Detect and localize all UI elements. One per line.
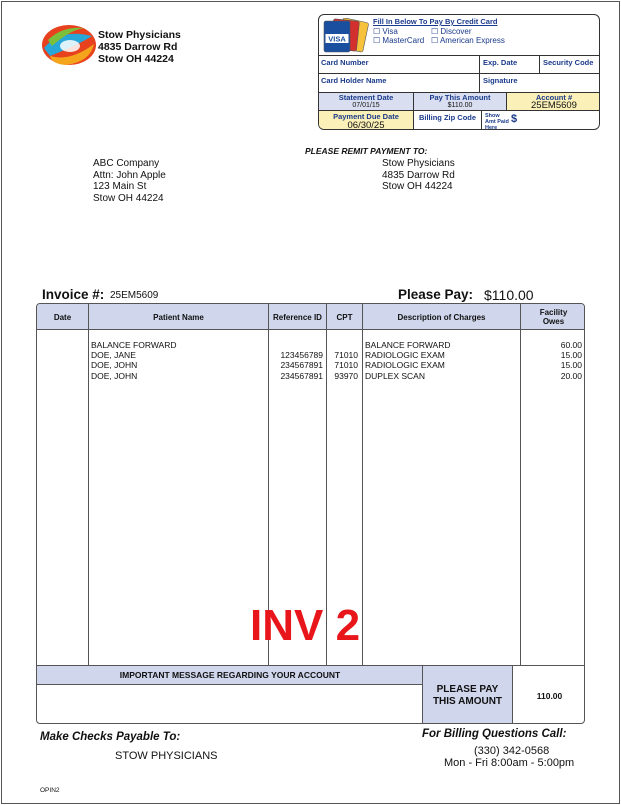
table-row-reference: 234567891 (280, 370, 323, 381)
table-row-description: BALANCE FORWARD (365, 340, 451, 350)
exp-date-field[interactable]: Exp. Date (479, 56, 539, 73)
company-address-line2: Stow OH 44224 (98, 53, 174, 65)
billing-zip-field[interactable]: Billing Zip Code (413, 111, 481, 130)
statement-date-label: Statement Date (338, 93, 394, 102)
option-discover[interactable]: ☐ Discover (431, 27, 472, 36)
table-row-description: RADIOLOGIC EXAM (365, 360, 445, 371)
account-number-cell (506, 93, 600, 110)
invoice-label: Invoice #: (42, 287, 105, 302)
credit-card-header (373, 17, 497, 26)
payment-due-date-label: Payment Due Date (333, 112, 399, 121)
table-row-description: DUPLEX SCAN (365, 370, 425, 381)
column-divider (520, 304, 521, 665)
account-number-value: 25EM5609 (531, 100, 577, 111)
please-pay-label: Please Pay: (398, 287, 474, 302)
company-name: Stow Physicians (98, 29, 181, 41)
please-pay-this-amount-label: PLEASE PAY THIS AMOUNT (432, 683, 503, 707)
signature-field[interactable]: Signature (479, 74, 600, 92)
visa-card-brand: VISA (328, 34, 346, 44)
remit-address (382, 158, 455, 193)
credit-cards-icon (322, 18, 370, 54)
card-number-row (319, 55, 599, 73)
option-visa[interactable]: ☐ Visa (373, 27, 398, 36)
account-number-label: Account # (535, 93, 573, 102)
remit-line: Stow Physicians (382, 158, 455, 169)
bill-to-line: ABC Company (93, 158, 160, 169)
card-holder-row (319, 73, 599, 92)
bill-to-line: Attn: John Apple (93, 169, 166, 181)
table-row-description: RADIOLOGIC EXAM (365, 350, 445, 361)
invoice-watermark: INV 2 (250, 601, 361, 650)
card-number-field[interactable]: Card Number (321, 58, 369, 67)
table-row-amount: 60.00 (560, 340, 582, 350)
charges-table (36, 303, 585, 724)
dollar-sign: $ (511, 113, 518, 125)
table-row-cpt (327, 340, 358, 350)
bill-to-line: Stow OH 44224 (93, 192, 164, 204)
reference-column (269, 340, 323, 381)
billing-phone: (330) 342-0568 (474, 745, 550, 757)
security-code-field[interactable]: Security Code (539, 56, 600, 73)
remit-title: PLEASE REMIT PAYMENT TO: (305, 146, 428, 156)
payment-due-date-value: 06/30/25 (347, 120, 385, 130)
bill-to-line: 123 Main St (93, 181, 147, 192)
header-patient-name: Patient Name (153, 312, 204, 322)
remit-line: 4835 Darrow Rd (382, 169, 455, 181)
company-address (98, 29, 181, 65)
table-row-reference (269, 340, 323, 350)
card-holder-field[interactable]: Card Holder Name (321, 76, 387, 85)
table-row-reference: 123456789 (280, 350, 323, 361)
cpt-column (327, 340, 358, 381)
option-mastercard[interactable]: ☐ MasterCard (373, 36, 425, 45)
credit-card-title: Fill In Below To Pay By Credit Card (373, 17, 498, 26)
header-description: Description of Charges (397, 312, 486, 322)
option-american-express[interactable]: ☐ American Express (431, 36, 505, 45)
table-row-patient: DOE, JOHN (91, 360, 138, 371)
column-divider (362, 304, 363, 665)
company-logo (40, 22, 98, 68)
amount-column (523, 340, 582, 381)
statement-date-cell (319, 93, 413, 110)
header-facility-owes: Facility Owes (539, 308, 568, 326)
header-cpt: CPT (336, 312, 353, 322)
company-address-line1: 4835 Darrow Rd (98, 41, 178, 53)
column-divider (88, 304, 89, 665)
payment-due-date-cell (319, 111, 413, 130)
patient-column (91, 340, 261, 381)
pay-this-amount-label: Pay This Amount (429, 93, 491, 102)
table-row-patient: DOE, JANE (91, 350, 136, 361)
pay-this-amount-cell (413, 93, 506, 110)
form-code: OPIN2 (40, 787, 60, 794)
invoice-number: 25EM5609 (110, 290, 159, 301)
table-row-patient: DOE, JOHN (91, 370, 138, 381)
due-date-row (319, 110, 599, 130)
statement-row (319, 92, 599, 110)
checks-payee: STOW PHYSICIANS (115, 750, 218, 762)
remit-line: Stow OH 44224 (382, 181, 453, 192)
table-row-reference: 234567891 (280, 360, 323, 371)
show-amount-field[interactable] (481, 111, 600, 130)
header-reference-id: Reference ID (273, 312, 322, 322)
table-row-cpt: 71010 (334, 360, 358, 371)
statement-date-value: 07/01/15 (352, 102, 380, 109)
please-pay-amount: $110.00 (484, 287, 534, 303)
checks-payable-label: Make Checks Payable To: (40, 731, 181, 743)
table-row-amount: 15.00 (560, 350, 582, 361)
show-amount-label: Show Amt Paid Here (485, 113, 509, 130)
total-amount: 110.00 (513, 665, 585, 724)
billing-hours: Mon - Fri 8:00am - 5:00pm (444, 757, 575, 769)
important-message-header: IMPORTANT MESSAGE REGARDING YOUR ACCOUNT (37, 665, 423, 685)
header-date: Date (53, 312, 72, 322)
please-pay-this-amount-box (422, 665, 513, 724)
credit-card-form (318, 14, 600, 130)
table-row-patient: BALANCE FORWARD (91, 340, 177, 350)
table-row-cpt: 71010 (334, 350, 358, 361)
table-row-amount: 20.00 (560, 370, 582, 381)
description-column (365, 340, 517, 381)
bill-to-address (93, 158, 166, 204)
billing-questions-label: For Billing Questions Call: (422, 728, 567, 740)
table-row-amount: 15.00 (560, 360, 582, 371)
table-row-cpt: 93970 (334, 370, 358, 381)
pay-this-amount-value: $110.00 (447, 102, 473, 109)
